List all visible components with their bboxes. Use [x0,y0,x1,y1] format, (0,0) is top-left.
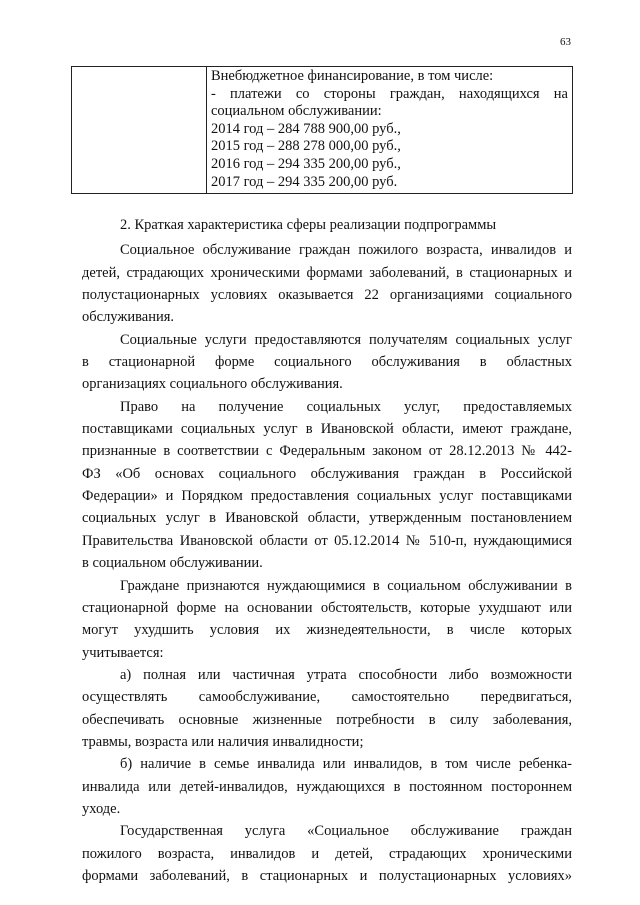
paragraph [82,239,572,328]
funding-year-line: 2014 год – 284 788 900,00 руб., [210,120,401,137]
paragraph-line: обслуживания. [82,309,175,326]
paragraph-line: осуществлять самообслуживание, самостоятельно передвигаться, [82,689,572,706]
paragraph-line: в стационарной форме социального обслуживания в областных [82,354,572,371]
paragraph-line: могут ухудшить условия их жизнедеятельности, в числе которых [82,622,572,639]
paragraph-line: детей, страдающих хроническими формами заболеваний, в стационарных и [82,264,572,281]
section-heading: 2. Краткая характеристика сферы реализации подпрограммы [120,217,497,233]
paragraph [82,396,572,575]
paragraph-line: Граждане признаются нуждающимися в социальном обслуживании в [120,577,572,594]
paragraph-line: Социальные услуги предоставляются получателям социальных услуг [120,331,572,348]
paragraph-line: пожилого возраста, инвалидов и детей, страдающих хроническими [82,845,572,862]
paragraph-line: обеспечивать основные жизненные потребности в силу заболевания, [82,711,572,728]
paragraph-line: б) наличие в семье инвалида или инвалидов, в том числе ребенка- [120,756,572,773]
paragraph-line: учитывается: [82,644,164,661]
funding-payments-line: социальном обслуживании: [210,103,382,120]
document-body [82,214,572,887]
paragraph-line: организациях социального обслуживания. [82,376,343,393]
paragraph-line: формами заболеваний, в стационарных и полустационарных условиях» [82,867,572,884]
paragraph-line: в социальном обслуживании. [82,555,263,572]
paragraph [82,664,572,753]
paragraph-line: полустационарных условиях оказывается 22 организациями социального [82,287,572,304]
paragraph [82,820,572,887]
page-number: 63 [560,36,571,48]
paragraph-line: травмы, возраста или наличия инвалидности; [82,733,364,750]
funding-table-content-cell [206,67,572,194]
paragraph-line: а) полная или частичная утрата способности либо возможности [120,666,572,683]
paragraph-line: Правительства Ивановской области от 05.12.2014 № 510-п, нуждающимися [82,532,572,549]
paragraph-line: признанные в соответствии с Федеральным законом от 28.12.2013 № 442- [82,443,572,460]
funding-payments-line: - платежи со стороны граждан, находящихся на [210,85,568,102]
paragraph-line: социальных услуг в Ивановской области, утвержденным постановлением [82,510,572,527]
paragraph-line: ФЗ «Об основах социального обслуживания граждан в Российской [82,465,572,482]
paragraph [82,753,572,820]
funding-year-line: 2016 год – 294 335 200,00 руб., [210,155,401,172]
paragraph [82,575,572,664]
paragraph-line: Государственная услуга «Социальное обслуживание граждан [120,823,572,840]
funding-year-line: 2015 год – 288 278 000,00 руб., [210,138,401,155]
paragraph-line: Право на получение социальных услуг, предоставляемых [120,398,572,415]
funding-table-empty-cell [72,67,207,194]
funding-year-line: 2017 год – 294 335 200,00 руб. [210,173,398,190]
paragraph-line: Федерации» и Порядком предоставления социальных услуг поставщиками [82,488,572,505]
paragraph-line: Социальное обслуживание граждан пожилого возраста, инвалидов и [120,242,572,259]
paragraph-line: инвалида или детей-инвалидов, нуждающихся в постоянном постороннем [82,778,572,795]
paragraph-line: уходе. [82,800,121,817]
paragraph-line: стационарной форме на основании обстоятельств, которые ухудшают или [82,599,572,616]
funding-table [71,66,573,194]
paragraph-line: поставщиками социальных услуг в Ивановской области, имеют граждане, [82,421,572,438]
funding-header: Внебюджетное финансирование, в том числе: [210,68,494,84]
paragraph [82,329,572,396]
